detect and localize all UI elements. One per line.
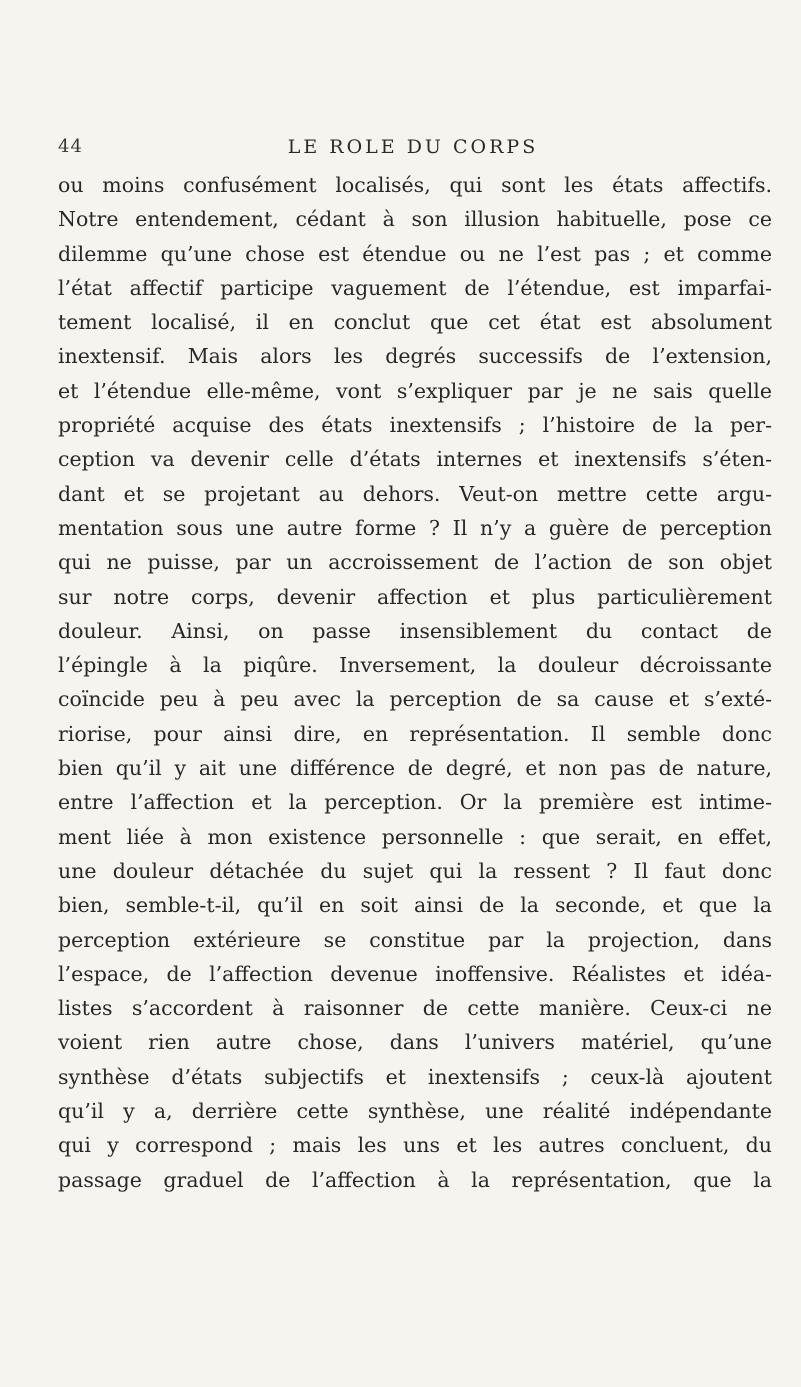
text-line: passage graduel de l’affection à la représentation, que la <box>58 1167 772 1192</box>
text-line: dant et se projetant au dehors. Veut-on mettre cette argu- <box>58 481 772 506</box>
text-line: coïncide peu à peu avec la perception de sa cause et s’exté- <box>58 687 772 712</box>
text-line: inextensif. Mais alors les degrés successifs de l’extension, <box>58 344 772 369</box>
text-line: bien, semble-t-il, qu’il en soit ainsi de la seconde, et que la <box>58 893 772 918</box>
text-line: l’épingle à la piqûre. Inversement, la douleur décroissante <box>58 653 772 678</box>
text-line: ception va devenir celle d’états internes et inextensifs s’éten- <box>58 447 772 472</box>
text-line: voient rien autre chose, dans l’univers matériel, qu’une <box>58 1030 772 1055</box>
text-line: qui ne puisse, par un accroissement de l’action de son objet <box>58 550 772 575</box>
text-line: entre l’affection et la perception. Or la première est intime- <box>58 790 772 815</box>
text-line: douleur. Ainsi, on passe insensiblement du contact de <box>58 618 772 643</box>
text-line: ment liée à mon existence personnelle : que serait, en effet, <box>58 824 772 849</box>
text-line: tement localisé, il en conclut que cet état est absolument <box>58 310 772 335</box>
text-line: listes s’accordent à raisonner de cette manière. Ceux-ci ne <box>58 996 772 1021</box>
text-line: sur notre corps, devenir affection et plus particulièrement <box>58 584 772 609</box>
text-line: qui y correspond ; mais les uns et les autres concluent, du <box>58 1133 772 1158</box>
text-line: et l’étendue elle-même, vont s’expliquer par je ne sais quelle <box>58 378 772 403</box>
text-line: propriété acquise des états inextensifs ; l’histoire de la per- <box>58 413 772 438</box>
text-line: mentation sous une autre forme ? Il n’y a guère de perception <box>58 515 772 540</box>
running-title: LE ROLE DU CORPS <box>287 136 539 158</box>
text-line: l’espace, de l’affection devenue inoffensive. Réalistes et idéa- <box>58 961 772 986</box>
body-text <box>58 168 772 1197</box>
text-line: qu’il y a, derrière cette synthèse, une réalité indépendante <box>58 1099 772 1124</box>
text-line: Notre entendement, cédant à son illusion habituelle, pose ce <box>58 207 772 232</box>
text-line: une douleur détachée du sujet qui la ressent ? Il faut donc <box>58 858 772 883</box>
page-number: 44 <box>58 136 83 157</box>
text-line: ou moins confusément localisés, qui sont les états affectifs. <box>58 173 772 197</box>
text-line: synthèse d’états subjectifs et inextensifs ; ceux-là ajoutent <box>58 1064 772 1089</box>
text-line: perception extérieure se constitue par la projection, dans <box>58 927 772 952</box>
text-line: l’état affectif participe vaguement de l’étendue, est imparfai- <box>58 275 772 300</box>
text-line: bien qu’il y ait une différence de degré, et non pas de nature, <box>58 756 772 781</box>
text-line: riorise, pour ainsi dire, en représentation. Il semble donc <box>58 721 772 746</box>
running-head <box>58 136 768 162</box>
text-line: dilemme qu’une chose est étendue ou ne l’est pas ; et comme <box>58 241 772 266</box>
